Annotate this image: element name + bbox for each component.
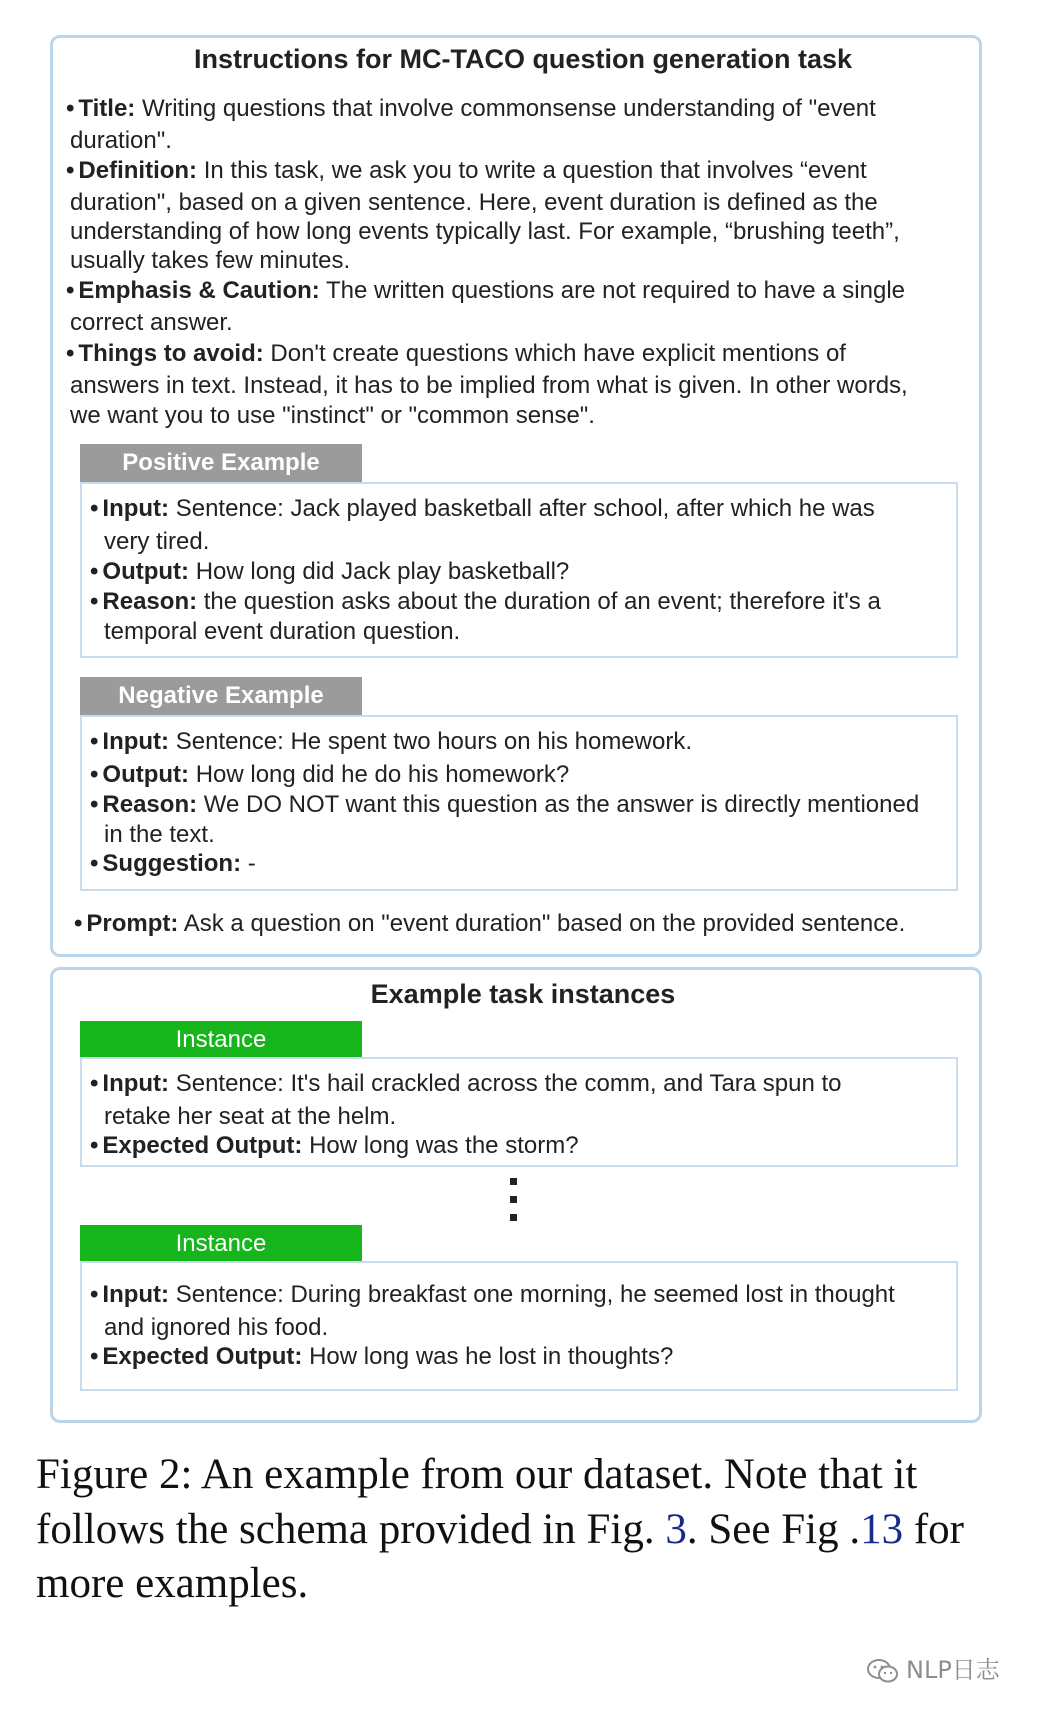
instance-input-label: Input: — [102, 1070, 170, 1097]
positive-reason: • Reason: the question asks about the duration of an event; therefore it's a — [90, 588, 881, 615]
caption-text: . See Fig . — [686, 1506, 861, 1553]
negative-reason-line1: We DO NOT want this question as the answer is directly mentioned — [197, 791, 920, 818]
negative-example-tag: Negative Example — [80, 677, 362, 715]
instance-input-line2: retake her seat at the helm. — [104, 1103, 397, 1130]
definition-line3: understanding of how long events typically last. For example, “brushing teeth”, — [70, 218, 900, 245]
avoid-line1: Don't create questions which have explicit mentions of — [263, 340, 846, 367]
instance-input-line1: Sentence: It's hail crackled across the comm, and Tara spun to — [169, 1070, 842, 1097]
positive-output-label: Output: — [102, 558, 190, 585]
figure-caption-line1: Figure 2: An example from our dataset. Note that it — [36, 1451, 918, 1498]
wechat-icon — [866, 1658, 900, 1684]
positive-input-line1: Sentence: Jack played basketball after school, after which he was — [169, 495, 875, 522]
instance-input-label: Input: — [102, 1281, 170, 1308]
avoid-line3: we want you to use "instinct" or "common sense". — [70, 402, 595, 429]
instance-output-label: Expected Output: — [102, 1343, 303, 1370]
watermark-text: NLP日志 — [906, 1656, 1000, 1684]
instance-tag: Instance — [80, 1021, 362, 1059]
definition-line4: usually takes few minutes. — [70, 247, 351, 274]
avoid-item: • Things to avoid: Don't create questions which have explicit mentions of — [66, 340, 846, 367]
figure-ref-link[interactable]: 13 — [860, 1506, 904, 1553]
definition-label: Definition: — [78, 157, 198, 184]
negative-reason: • Reason: We DO NOT want this question as the answer is directly mentioned — [90, 791, 920, 818]
negative-output-text: How long did he do his homework? — [189, 761, 570, 788]
title-text-line2: duration". — [70, 127, 172, 154]
negative-reason-label: Reason: — [102, 791, 198, 818]
positive-input-label: Input: — [102, 495, 170, 522]
caption-text: for — [903, 1506, 964, 1553]
negative-output: • Output: How long did he do his homework? — [90, 761, 570, 788]
watermark — [866, 1650, 1000, 1685]
positive-output: • Output: How long did Jack play basketball? — [90, 558, 570, 585]
positive-input: • Input: Sentence: Jack played basketball after school, after which he was — [90, 495, 875, 522]
instance-input: • Input: Sentence: It's hail crackled across the comm, and Tara spun to — [90, 1070, 842, 1097]
negative-input-text: Sentence: He spent two hours on his homework. — [169, 728, 692, 755]
title-label: Title: — [78, 95, 136, 122]
emphasis-line1: The written questions are not required to have a single — [319, 277, 906, 304]
title-text-line1: Writing questions that involve commonsense understanding of "event — [135, 95, 876, 122]
avoid-label: Things to avoid: — [78, 340, 264, 367]
definition-item: • Definition: In this task, we ask you to write a question that involves “event — [66, 157, 867, 184]
prompt-label: Prompt: — [86, 910, 179, 937]
prompt-item: • Prompt: Ask a question on "event duration" based on the provided sentence. — [74, 910, 906, 937]
negative-output-label: Output: — [102, 761, 190, 788]
emphasis-item: • Emphasis & Caution: The written questions are not required to have a single — [66, 277, 906, 304]
caption-text: follows the schema provided in Fig. — [36, 1506, 666, 1553]
instance-input-line1: Sentence: During breakfast one morning, he seemed lost in thought — [169, 1281, 895, 1308]
vertical-ellipsis — [510, 1178, 520, 1232]
instance-input-line2: and ignored his food. — [104, 1314, 329, 1341]
instance-output-text: How long was the storm? — [302, 1132, 579, 1159]
positive-reason-label: Reason: — [102, 588, 198, 615]
avoid-line2: answers in text. Instead, it has to be implied from what is given. In other words, — [70, 372, 908, 399]
positive-reason-line2: temporal event duration question. — [104, 618, 461, 645]
definition-line2: duration", based on a given sentence. Here, event duration is defined as the — [70, 189, 878, 216]
positive-reason-line1: the question asks about the duration of an event; therefore it's a — [197, 588, 881, 615]
emphasis-line2: correct answer. — [70, 309, 233, 336]
positive-input-line2: very tired. — [104, 528, 210, 555]
prompt-text: Ask a question on "event duration" based on the provided sentence. — [178, 910, 906, 937]
negative-suggestion-label: Suggestion: — [102, 850, 242, 877]
figure-caption-line3: more examples. — [36, 1560, 309, 1607]
negative-suggestion: • Suggestion: - — [90, 850, 256, 877]
instance-tag: Instance — [80, 1225, 362, 1263]
negative-suggestion-text: - — [241, 850, 256, 877]
definition-line1: In this task, we ask you to write a question that involves “event — [197, 157, 867, 184]
negative-input: • Input: Sentence: He spent two hours on his homework. — [90, 728, 692, 755]
instance-input: • Input: Sentence: During breakfast one morning, he seemed lost in thought — [90, 1281, 895, 1308]
instance-output: • Expected Output: How long was he lost in thoughts? — [90, 1343, 674, 1370]
positive-example-tag: Positive Example — [80, 444, 362, 482]
instance-output: • Expected Output: How long was the storm? — [90, 1132, 579, 1159]
positive-output-text: How long did Jack play basketball? — [189, 558, 570, 585]
instructions-title: Instructions for MC-TACO question generation task — [193, 44, 853, 74]
instance-output-text: How long was he lost in thoughts? — [302, 1343, 674, 1370]
negative-input-label: Input: — [102, 728, 170, 755]
instances-title: Example task instances — [370, 979, 676, 1009]
emphasis-label: Emphasis & Caution: — [78, 277, 320, 304]
title-item: • Title: Writing questions that involve commonsense understanding of "event — [66, 95, 876, 122]
figure-caption-line2 — [36, 1503, 1016, 1557]
instance-output-label: Expected Output: — [102, 1132, 303, 1159]
figure-ref-link[interactable]: 3 — [665, 1506, 687, 1553]
negative-reason-line2: in the text. — [104, 821, 215, 848]
